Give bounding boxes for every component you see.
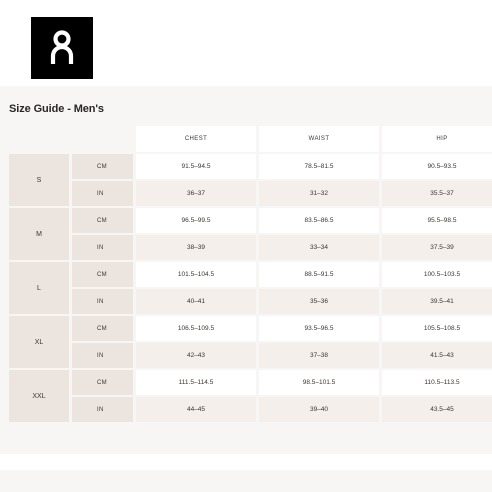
table-cell: 43.5–45 bbox=[382, 397, 492, 422]
size-label: M bbox=[9, 208, 69, 260]
table-cell: 35.5–37 bbox=[382, 181, 492, 206]
size-label: XL bbox=[9, 316, 69, 368]
table-cell: 33–34 bbox=[259, 235, 379, 260]
table-cell: 41.5–43 bbox=[382, 343, 492, 368]
table-cell: 93.5–96.5 bbox=[259, 316, 379, 341]
table-cell: 95.5–98.5 bbox=[382, 208, 492, 233]
unit-label: IN bbox=[72, 181, 133, 206]
table-cell: 39–40 bbox=[259, 397, 379, 422]
table-cell: 101.5–104.5 bbox=[136, 262, 256, 287]
table-cell: 39.5–41 bbox=[382, 289, 492, 314]
table-cell: 98.5–101.5 bbox=[259, 370, 379, 395]
table-cell: 91.5–94.5 bbox=[136, 154, 256, 179]
brand-logo bbox=[31, 17, 93, 79]
table-cell: 37.5–39 bbox=[382, 235, 492, 260]
table-cell: 36–37 bbox=[136, 181, 256, 206]
table-cell: 105.5–108.5 bbox=[382, 316, 492, 341]
unit-label: IN bbox=[72, 289, 133, 314]
table-cell: 31–32 bbox=[259, 181, 379, 206]
table-cell: 106.5–109.5 bbox=[136, 316, 256, 341]
column-header-hip: HIP bbox=[382, 126, 492, 152]
table-cell: 96.5–99.5 bbox=[136, 208, 256, 233]
table-cell: 90.5–93.5 bbox=[382, 154, 492, 179]
table-cell: 88.5–91.5 bbox=[259, 262, 379, 287]
page-title: Size Guide - Men's bbox=[9, 103, 104, 115]
size-label: XXL bbox=[9, 370, 69, 422]
unit-label: CM bbox=[72, 208, 133, 233]
column-header-chest: CHEST bbox=[136, 126, 256, 152]
table-cell: 83.5–86.5 bbox=[259, 208, 379, 233]
table-cell: 35–36 bbox=[259, 289, 379, 314]
unit-label: IN bbox=[72, 235, 133, 260]
table-cell: 42–43 bbox=[136, 343, 256, 368]
size-table bbox=[9, 126, 492, 422]
footer-band bbox=[0, 470, 492, 492]
table-cell: 111.5–114.5 bbox=[136, 370, 256, 395]
unit-label: CM bbox=[72, 370, 133, 395]
on-running-logo-icon bbox=[41, 29, 83, 67]
unit-label: CM bbox=[72, 154, 133, 179]
column-header-waist: WAIST bbox=[259, 126, 379, 152]
size-label: L bbox=[9, 262, 69, 314]
unit-label: IN bbox=[72, 397, 133, 422]
table-cell: 40–41 bbox=[136, 289, 256, 314]
header-corner bbox=[9, 126, 133, 152]
table-cell: 100.5–103.5 bbox=[382, 262, 492, 287]
table-cell: 38–39 bbox=[136, 235, 256, 260]
table-cell: 37–38 bbox=[259, 343, 379, 368]
size-label: S bbox=[9, 154, 69, 206]
unit-label: IN bbox=[72, 343, 133, 368]
unit-label: CM bbox=[72, 262, 133, 287]
table-cell: 44–45 bbox=[136, 397, 256, 422]
table-cell: 78.5–81.5 bbox=[259, 154, 379, 179]
table-cell: 110.5–113.5 bbox=[382, 370, 492, 395]
unit-label: CM bbox=[72, 316, 133, 341]
